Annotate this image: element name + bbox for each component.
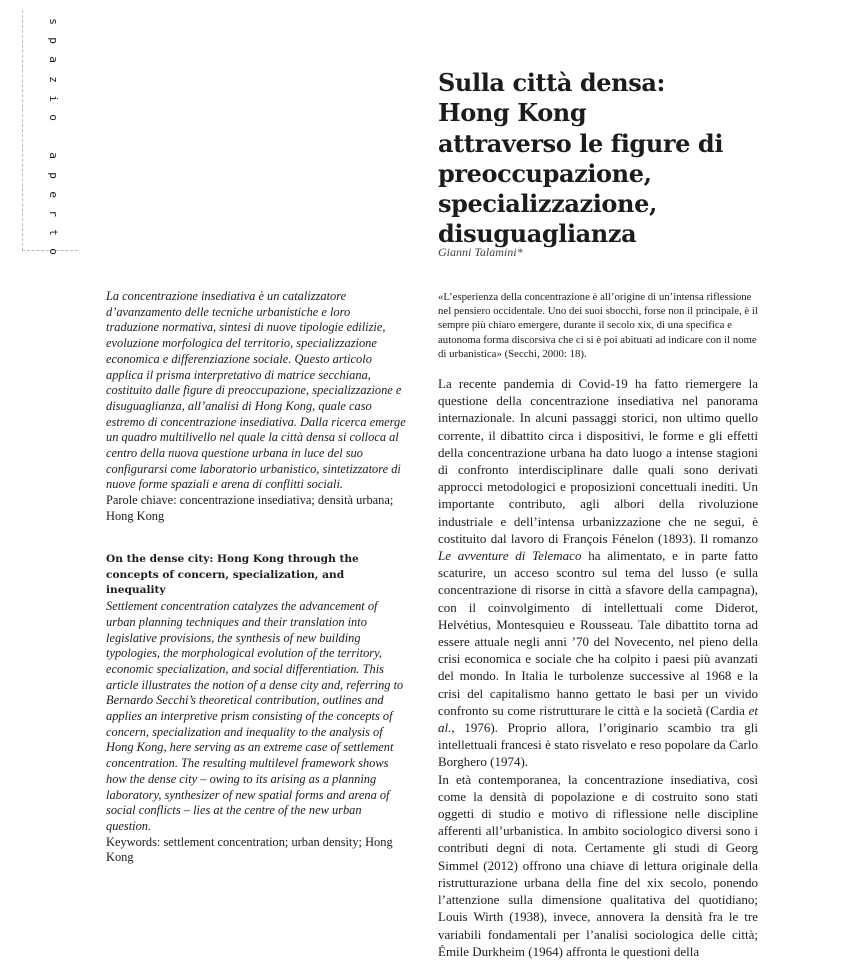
book-title: Le avventure di Telemaco (438, 548, 582, 564)
abstract-english (106, 552, 406, 866)
title-line: disuguaglianza (438, 219, 637, 249)
section-letter: s (46, 18, 60, 25)
section-label (46, 12, 60, 261)
abstract-italian (106, 289, 406, 525)
body-paragraph: In età contemporanea, la concentrazione insediativa, così come la densità di popolazione e di costruito sono stati oggetti di studio e motivo di riflessione nelle discipline afferenti all’urbanistica. In ambito sociologico diversi sono i contributi degni di nota. Certamente gli studi di Georg Simmel (2012) offrono una chiave di lettura originale della ristrutturazione urbana della fine del xix secolo, ponendo l’attenzione sulla dimensione qualitativa del quotidiano; Louis Wirth (1938), invece, annovera la densità fra le tre variabili fondamentali per l’analisi sociologica delle città; Émile Durkheim (1964) affronta le questioni della (438, 771, 758, 959)
title-line: specializzazione, (438, 189, 657, 219)
body-text-run: La recente pandemia di Covid-19 ha fatto riemergere la questione della concentrazione insediativa nel panorama internazionale. In alcuni passaggi storici, non ultimo quello corrente, il dibattito circa i dispositivi, le forme e gli effetti della concentrazione urbana ha dato luogo a intense stagioni di confronto interdisciplinare dalle quali sono derivati approcci metodologici e proposizioni concettuali inediti. Un importante contributo, agli albori della rivoluzione industriale e dell’intensa urbanizzazione che ne seguì, è costituito dal lavoro di François Fénelon (1893). Il romanzo (438, 376, 758, 546)
citation-etal: et al. (438, 702, 758, 736)
section-letter: e (46, 190, 60, 198)
section-letter: z (46, 75, 60, 83)
abstract-text: La concentrazione insediativa è un catalizzatore d’avanzamento delle tecniche urbanistiche e loro traduzione normativa, sintesi di nuove tipologie edilizie, evoluzione morfologica del territorio, specializzazione economica e differenziazione sociale. Questo articolo applica il prisma interpretativo di matrice secchiana, costituito dalle figure di preoccupazione, specializzazione e disuguaglianza, all’analisi di Hong Kong, quale caso estremo di concentrazione insediativa. Dalla ricerca emerge un quadro multilivello nel quale la città densa si colloca al centro della nuova questione urbana in luce del suo configurarsi come laboratorio urbanistico, sintetizzatore di nuove forme spaziali e arena di conflitti sociali. (106, 289, 406, 492)
section-letter: r (46, 210, 60, 217)
epigraph-quote: «L’esperienza della concentrazione è all’origine di un’intensa riflessione nel pensiero occidentale. Uno dei suoi sbocchi, forse non il principale, è il sempre più chiaro emergere, durante il secolo xix, di una specifica e autonoma forma discorsiva che ci si è poi abituati ad indicare con il nome di urbanistica» (Secchi, 2000: 18). (438, 291, 758, 360)
body-paragraph (438, 375, 758, 771)
abstract-keywords: Keywords: settlement concentration; urban density; Hong Kong (106, 834, 393, 865)
abstract-title: On the dense city: Hong Kong through the concepts of concern, specialization, and inequality (106, 553, 359, 597)
title-line: attraverso le figure di (438, 128, 724, 158)
section-letter: a (46, 56, 60, 64)
article-title (438, 68, 828, 250)
article-author: Gianni Talamini* (438, 245, 523, 259)
section-letter: p (46, 171, 60, 179)
title-line: preoccupazione, (438, 158, 652, 188)
abstract-text: Settlement concentration catalyzes the advancement of urban planning techniques and their translation into legislative provisions, the synthesis of new building typologies, the morphological evolution of the territory, economic specialization, and social differentiation. This article illustrates the notion of a dense city and, referring to Bernardo Secchi’s theoretical contribution, outlines and applies an interpretive prism consisting of the concepts of concern, specialization and inequality to the analysis of Hong Kong, here serving as an extreme case of settlement concentration. The resulting multilevel framework shows how the dense city – owing to its arising as a planning laboratory, synthesizer of new spatial forms and arena of social conflicts – lies at the centre of the new urban question. (106, 599, 404, 833)
title-line: Sulla città densa: (438, 68, 665, 97)
section-letter: t (46, 229, 60, 236)
title-line: Hong Kong (438, 98, 587, 128)
section-letter: o (46, 114, 60, 121)
article-body (438, 375, 758, 960)
section-letter: o (46, 248, 60, 256)
abstract-keywords: Parole chiave: concentrazione insediativa; densità urbana; Hong Kong (106, 493, 394, 523)
section-letter: a (46, 152, 60, 160)
body-text-run: , 1976). Proprio allora, l’originario scambio tra gli intellettuali francesi è stato risvelato e reso popolare da Carlo Borghero (1974). (438, 720, 758, 770)
body-text-run: ha alimentato, e in parte fatto scaturire, un acceso scontro sul tema del lusso (e sulla concentrazione di risorse in città a sfavore della campagna), con il coinvolgimento di intellettuali come Diderot, Helvétius, Montesquieu e Rousseau. Tale dibattito torna ad essere attuale negli anni ’70 del Novecento, nel pieno della crisi economica e sociale che ha colpito i paesi più avanzati del mondo. In Italia le turbolenze successive al 1968 e la crisi del capitalismo hanno gettato le basi per un vivido confronto su come ristrutturare le città e la società (Cardia (438, 548, 759, 718)
section-letter: i (46, 95, 60, 102)
section-letter: p (46, 37, 60, 45)
